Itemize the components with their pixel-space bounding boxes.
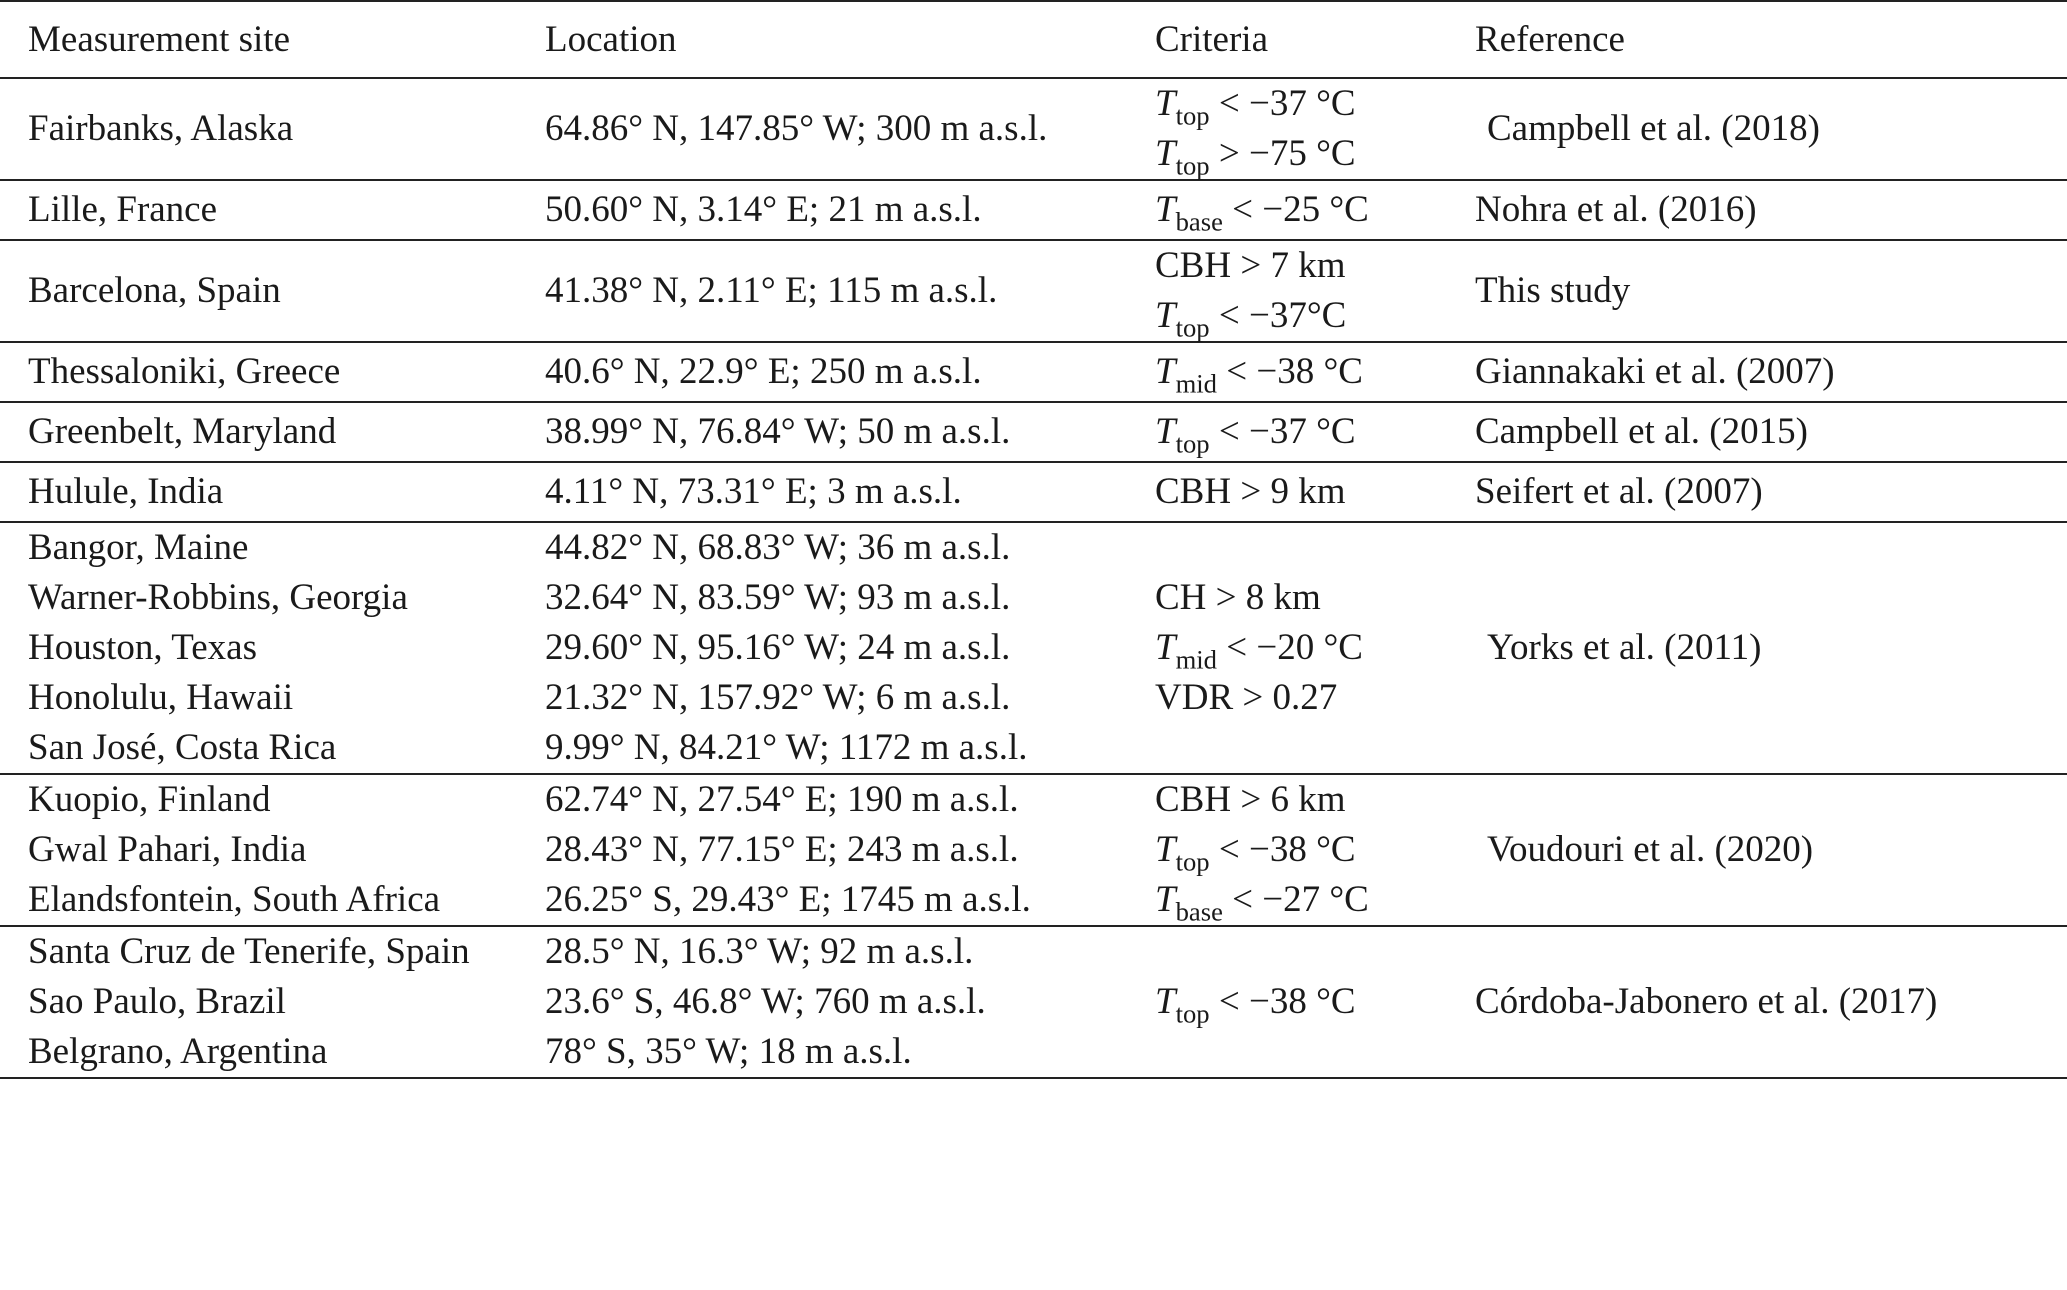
reference-cell <box>1475 926 2067 1078</box>
criterion-condition: < −25 °C <box>1222 189 1369 230</box>
temperature-variable: T <box>1155 133 1176 174</box>
criteria-cell <box>1155 926 1475 1078</box>
location-coordinates: 50.60° N, 3.14° E; 21 m a.s.l. <box>545 189 982 230</box>
reference-citation: Campbell et al. (2018) <box>1487 108 1820 149</box>
location-cell <box>545 342 1155 402</box>
location-cell <box>545 926 1155 1078</box>
criterion <box>1155 875 1475 925</box>
site-name: Kuopio, Finland <box>28 779 271 820</box>
temperature-subscript: mid <box>1175 644 1217 675</box>
criterion-condition: < −38 °C <box>1209 981 1356 1022</box>
reference-cell <box>1475 240 2067 342</box>
reference-citation: This study <box>1475 270 1631 311</box>
criterion <box>1155 407 1475 457</box>
criterion <box>1155 79 1475 129</box>
criterion <box>1155 623 1475 673</box>
measurement-site-cell <box>0 462 545 522</box>
table-row <box>0 180 2067 240</box>
criterion <box>1155 467 1475 517</box>
location-coordinates: 26.25° S, 29.43° E; 1745 m a.s.l. <box>545 879 1031 920</box>
criterion-condition: < −38 °C <box>1217 351 1363 392</box>
site-name: Hulule, India <box>28 471 224 512</box>
location-coordinates: 78° S, 35° W; 18 m a.s.l. <box>545 1031 912 1072</box>
site-name: Thessaloniki, Greece <box>28 351 341 392</box>
site-name: Belgrano, Argentina <box>28 1031 328 1072</box>
reference-cell <box>1475 180 2067 240</box>
site-name: Sao Paulo, Brazil <box>28 981 286 1022</box>
measurement-site-cell <box>0 522 545 774</box>
reference-citation: Córdoba-Jabonero et al. (2017) <box>1475 981 1938 1022</box>
criterion-condition: CBH > 7 km <box>1155 245 1346 286</box>
location-cell <box>545 240 1155 342</box>
site-name: Warner-Robbins, Georgia <box>28 577 408 618</box>
reference-citation: Seifert et al. (2007) <box>1475 471 1763 512</box>
location-coordinates: 64.86° N, 147.85° W; 300 m a.s.l. <box>545 108 1048 149</box>
criteria-cell <box>1155 180 1475 240</box>
location-cell <box>545 774 1155 926</box>
site-name: San José, Costa Rica <box>28 727 337 768</box>
criterion <box>1155 673 1475 723</box>
criteria-cell <box>1155 78 1475 180</box>
temperature-subscript: top <box>1175 998 1210 1029</box>
location-coordinates: 41.38° N, 2.11° E; 115 m a.s.l. <box>545 270 998 311</box>
criteria-cell <box>1155 774 1475 926</box>
site-name: Gwal Pahari, India <box>28 829 307 870</box>
site-name: Honolulu, Hawaii <box>28 677 294 718</box>
location-coordinates: 40.6° N, 22.9° E; 250 m a.s.l. <box>545 351 982 392</box>
criterion-condition: < −20 °C <box>1217 627 1363 668</box>
location-cell <box>545 462 1155 522</box>
reference-citation: Giannakaki et al. (2007) <box>1475 351 1835 392</box>
table-body <box>0 78 2067 1078</box>
measurement-site-cell <box>0 180 545 240</box>
table-row <box>0 240 2067 342</box>
reference-cell <box>1475 402 2067 462</box>
measurement-site-cell <box>0 774 545 926</box>
criterion <box>1155 347 1475 397</box>
location-cell <box>545 522 1155 774</box>
site-name: Houston, Texas <box>28 627 257 668</box>
site-name: Bangor, Maine <box>28 527 249 568</box>
location-coordinates: 9.99° N, 84.21° W; 1172 m a.s.l. <box>545 727 1028 768</box>
measurement-site-cell <box>0 78 545 180</box>
temperature-subscript: top <box>1175 100 1210 131</box>
site-name: Elandsfontein, South Africa <box>28 879 441 920</box>
criterion-condition: CH > 8 km <box>1155 577 1321 618</box>
location-coordinates: 28.43° N, 77.15° E; 243 m a.s.l. <box>545 829 1019 870</box>
reference-citation: Voudouri et al. (2020) <box>1487 829 1814 870</box>
temperature-variable: T <box>1155 879 1176 920</box>
criterion-condition: VDR > 0.27 <box>1155 677 1338 718</box>
reference-citation: Yorks et al. (2011) <box>1487 627 1762 668</box>
location-coordinates: 44.82° N, 68.83° W; 36 m a.s.l. <box>545 527 1011 568</box>
criterion-condition: < −37 °C <box>1209 83 1356 124</box>
criterion <box>1155 185 1475 235</box>
location-cell <box>545 78 1155 180</box>
criterion-condition: CBH > 9 km <box>1155 471 1346 512</box>
site-name: Fairbanks, Alaska <box>28 108 294 149</box>
header-row <box>0 1 2067 78</box>
measurement-site-cell <box>0 926 545 1078</box>
temperature-variable: T <box>1155 627 1176 668</box>
criterion <box>1155 291 1475 341</box>
temperature-variable: T <box>1155 83 1176 124</box>
table-header <box>0 1 2067 78</box>
criterion-condition: < −37°C <box>1209 295 1347 336</box>
location-coordinates: 23.6° S, 46.8° W; 760 m a.s.l. <box>545 981 986 1022</box>
measurement-site-cell <box>0 240 545 342</box>
criterion-condition: < −37 °C <box>1209 411 1356 452</box>
criterion <box>1155 241 1475 291</box>
location-cell <box>545 180 1155 240</box>
temperature-variable: T <box>1155 411 1176 452</box>
temperature-variable: T <box>1155 981 1176 1022</box>
location-coordinates: 29.60° N, 95.16° W; 24 m a.s.l. <box>545 627 1011 668</box>
location-coordinates: 62.74° N, 27.54° E; 190 m a.s.l. <box>545 779 1019 820</box>
reference-citation: Nohra et al. (2016) <box>1475 189 1757 230</box>
criterion <box>1155 977 1475 1027</box>
temperature-subscript: top <box>1175 428 1210 459</box>
criteria-cell <box>1155 342 1475 402</box>
table-row <box>0 522 2067 774</box>
criterion-condition: < −27 °C <box>1222 879 1369 920</box>
site-name: Santa Cruz de Tenerife, Spain <box>28 931 470 972</box>
temperature-subscript: mid <box>1175 368 1217 399</box>
reference-cell <box>1475 522 2067 774</box>
criterion-condition: < −38 °C <box>1209 829 1356 870</box>
location-cell <box>545 402 1155 462</box>
temperature-subscript: base <box>1175 896 1223 927</box>
table-row <box>0 462 2067 522</box>
temperature-subscript: top <box>1175 150 1210 181</box>
table-row <box>0 774 2067 926</box>
reference-cell <box>1475 774 2067 926</box>
location-coordinates: 21.32° N, 157.92° W; 6 m a.s.l. <box>545 677 1011 718</box>
header-measurement-site: Measurement site <box>28 18 290 60</box>
site-name: Greenbelt, Maryland <box>28 411 337 452</box>
criteria-cell <box>1155 240 1475 342</box>
temperature-variable: T <box>1155 829 1176 870</box>
header-criteria: Criteria <box>1155 18 1269 60</box>
criterion <box>1155 775 1475 825</box>
table-row <box>0 342 2067 402</box>
reference-cell <box>1475 78 2067 180</box>
location-coordinates: 32.64° N, 83.59° W; 93 m a.s.l. <box>545 577 1011 618</box>
table-row <box>0 402 2067 462</box>
location-coordinates: 38.99° N, 76.84° W; 50 m a.s.l. <box>545 411 1011 452</box>
criterion-condition: CBH > 6 km <box>1155 779 1346 820</box>
header-location: Location <box>545 18 677 60</box>
measurement-site-cell <box>0 402 545 462</box>
criterion <box>1155 573 1475 623</box>
location-coordinates: 28.5° N, 16.3° W; 92 m a.s.l. <box>545 931 974 972</box>
table-row <box>0 926 2067 1078</box>
temperature-variable: T <box>1155 189 1176 230</box>
site-name: Barcelona, Spain <box>28 270 281 311</box>
temperature-subscript: top <box>1175 312 1210 343</box>
site-name: Lille, France <box>28 189 218 230</box>
temperature-subscript: base <box>1175 206 1223 237</box>
table-row <box>0 78 2067 180</box>
reference-cell <box>1475 342 2067 402</box>
criteria-cell <box>1155 522 1475 774</box>
temperature-variable: T <box>1155 295 1176 336</box>
location-coordinates: 4.11° N, 73.31° E; 3 m a.s.l. <box>545 471 962 512</box>
criterion <box>1155 825 1475 875</box>
measurement-site-cell <box>0 342 545 402</box>
header-reference: Reference <box>1475 18 1625 60</box>
reference-citation: Campbell et al. (2015) <box>1475 411 1808 452</box>
criteria-cell <box>1155 462 1475 522</box>
criterion <box>1155 129 1475 179</box>
reference-cell <box>1475 462 2067 522</box>
criteria-cell <box>1155 402 1475 462</box>
temperature-subscript: top <box>1175 846 1210 877</box>
criterion-condition: > −75 °C <box>1209 133 1356 174</box>
temperature-variable: T <box>1155 351 1176 392</box>
